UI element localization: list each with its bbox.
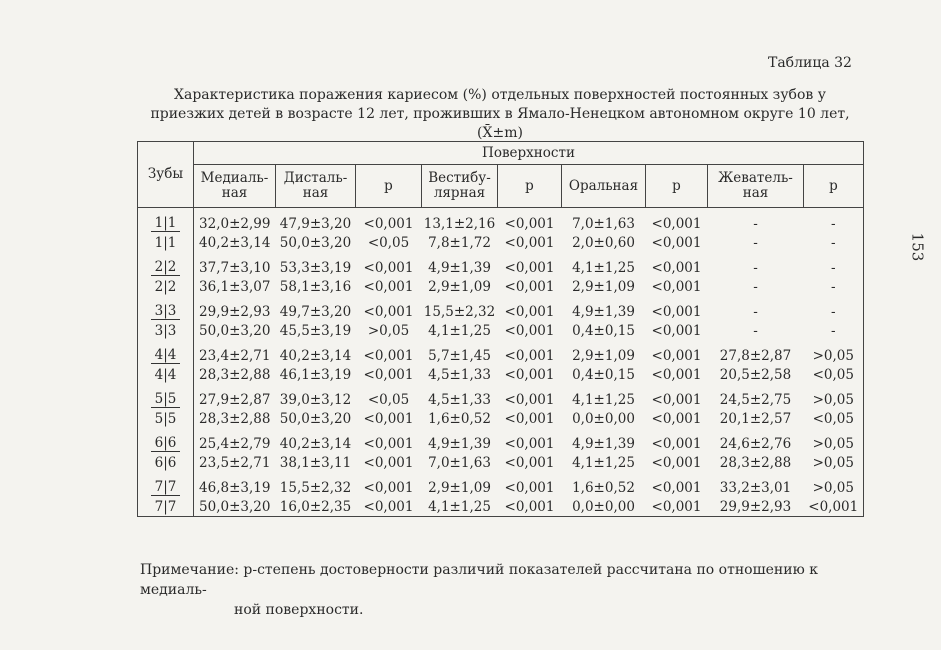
table-cell: <0,001 [504, 435, 555, 452]
table-cell: <0,001 [504, 234, 555, 251]
tooth-label [138, 365, 194, 384]
table-cell: 4,9±1,39 [428, 435, 491, 452]
table-row [138, 252, 864, 277]
table-cell: 4,1±1,25 [572, 391, 635, 408]
table-cell: 58,1±3,16 [279, 278, 352, 295]
tooth-label [138, 296, 194, 321]
table-cell: <0,05 [804, 409, 864, 428]
table-cell: 4,5±1,33 [428, 366, 491, 383]
table-cell: 28,3±2,88 [199, 410, 271, 427]
tooth-label [138, 321, 194, 340]
table-cell: <0,001 [363, 303, 414, 320]
table-row [138, 277, 864, 296]
upper-tooth: 6|6 [151, 436, 181, 452]
table-cell: 38,1±3,11 [279, 454, 352, 471]
table-cell: <0,001 [498, 497, 562, 517]
table-cell: 50,0±3,20 [279, 234, 352, 251]
table-cell: <0,001 [651, 435, 702, 452]
table-row [138, 453, 864, 472]
table-cell: 4,9±1,39 [572, 303, 635, 320]
table-note [140, 560, 880, 620]
table-cell: 2,9±1,09 [428, 278, 491, 295]
tooth-label [138, 428, 194, 453]
page-number: 153 [908, 232, 927, 262]
table-cell: 20,1±2,57 [719, 410, 792, 427]
table-cell: <0,001 [504, 410, 555, 427]
table-cell: 27,9±2,87 [199, 391, 271, 408]
table-cell: 23,5±2,71 [199, 454, 271, 471]
table-cell: <0,001 [651, 303, 702, 320]
table-cell: <0,001 [504, 454, 555, 471]
table-cell: <0,001 [504, 259, 555, 276]
table-cell: <0,001 [504, 347, 555, 364]
table-cell: 4,1±1,25 [428, 322, 491, 339]
table-cell: <0,05 [367, 234, 410, 251]
table-cell: 47,9±3,20 [279, 215, 352, 232]
table-cell: <0,001 [504, 278, 555, 295]
table-row [138, 233, 864, 252]
table-cell: - [753, 278, 758, 295]
note-line-2: ной поверхности. [234, 602, 364, 618]
table-cell: <0,001 [646, 497, 708, 517]
header-col-6: p [646, 165, 708, 208]
table-cell: 0,0±0,00 [562, 497, 646, 517]
lower-tooth: 5|5 [154, 410, 177, 427]
table-cell: - [804, 208, 864, 234]
table-cell: <0,05 [367, 391, 410, 408]
table-cell: 32,0±2,99 [199, 215, 271, 232]
upper-tooth: 7|7 [151, 480, 181, 496]
table-cell: >0,05 [367, 322, 410, 339]
table-row [138, 472, 864, 497]
table-cell: <0,001 [504, 322, 555, 339]
table-cell: 33,2±3,01 [719, 479, 792, 496]
table-cell: 24,5±2,75 [719, 391, 792, 408]
table-cell: - [804, 277, 864, 296]
table-cell: <0,001 [504, 215, 555, 232]
note-line-1: Примечание: р-степень достоверности различий показателей рассчитана по отношению к медиаль- [140, 562, 818, 598]
table-cell: 20,5±2,58 [719, 366, 792, 383]
table-cell: - [753, 303, 758, 320]
table-cell: - [804, 321, 864, 340]
table-cell: >0,05 [804, 472, 864, 497]
table-cell: >0,05 [804, 384, 864, 409]
lower-tooth: 2|2 [154, 278, 177, 295]
table-cell: 1,6±0,52 [428, 410, 491, 427]
tooth-label [138, 277, 194, 296]
table-cell: >0,05 [804, 428, 864, 453]
table-cell: 49,7±3,20 [279, 303, 352, 320]
table-cell: - [753, 234, 758, 251]
table-cell: <0,001 [363, 366, 414, 383]
table-cell: - [804, 233, 864, 252]
table-cell: 4,9±1,39 [572, 435, 635, 452]
table-cell: <0,001 [363, 259, 414, 276]
table-cell: 7,0±1,63 [428, 454, 491, 471]
table-row [138, 428, 864, 453]
table-cell: 2,0±0,60 [572, 234, 635, 251]
caries-table [137, 141, 864, 517]
table-cell: <0,001 [651, 215, 702, 232]
table-cell: 4,5±1,33 [428, 391, 491, 408]
table-cell: <0,001 [651, 278, 702, 295]
table-cell: 15,5±2,32 [279, 479, 352, 496]
table-cell: 0,0±0,00 [572, 410, 635, 427]
header-teeth: Зубы [138, 142, 194, 208]
table-cell: <0,001 [363, 347, 414, 364]
table-cell: <0,001 [363, 278, 414, 295]
table-cell: 46,1±3,19 [279, 366, 352, 383]
table-cell: - [753, 322, 758, 339]
table-cell: <0,001 [651, 410, 702, 427]
table-cell: 16,0±2,35 [276, 497, 356, 517]
table-cell: 39,0±3,12 [279, 391, 352, 408]
table-cell: 7,0±1,63 [572, 215, 635, 232]
table-cell: - [804, 252, 864, 277]
table-cell: 29,9±2,93 [708, 497, 804, 517]
table-cell: >0,05 [804, 453, 864, 472]
upper-tooth: 2|2 [151, 260, 181, 276]
table-cell: <0,001 [651, 259, 702, 276]
table-row [138, 340, 864, 365]
table-cell: 27,8±2,87 [719, 347, 792, 364]
tooth-label [138, 472, 194, 497]
table-cell: <0,001 [356, 497, 422, 517]
header-col-5: Оральная [562, 165, 646, 208]
table-cell: 4,1±1,25 [422, 497, 498, 517]
header-col-7: Жеватель-ная [708, 165, 804, 208]
table-cell: 4,9±1,39 [428, 259, 491, 276]
table-cell: <0,001 [651, 366, 702, 383]
table-cell: 2,9±1,09 [572, 347, 635, 364]
table-cell: 23,4±2,71 [199, 347, 271, 364]
tooth-label [138, 384, 194, 409]
table-cell: - [753, 259, 758, 276]
table-cell: <0,001 [363, 479, 414, 496]
table-cell: <0,001 [651, 322, 702, 339]
table-cell: <0,001 [363, 215, 414, 232]
upper-tooth: 1|1 [151, 216, 181, 232]
table-cell: 29,9±2,93 [199, 303, 271, 320]
lower-tooth: 6|6 [154, 454, 177, 471]
table-cell: <0,001 [363, 435, 414, 452]
table-cell: 2,9±1,09 [572, 278, 635, 295]
tooth-label [138, 233, 194, 252]
table-cell: <0,001 [651, 234, 702, 251]
table-cell: 2,9±1,09 [428, 479, 491, 496]
lower-tooth: 4|4 [154, 366, 177, 383]
header-col-0: Медиаль-ная [194, 165, 276, 208]
table-cell: 45,5±3,19 [279, 322, 352, 339]
tooth-label [138, 409, 194, 428]
table-cell: 15,5±2,32 [423, 303, 496, 320]
table-row [138, 409, 864, 428]
tooth-label [138, 340, 194, 365]
lower-tooth: 3|3 [154, 322, 177, 339]
table-cell: 40,2±3,14 [279, 347, 352, 364]
upper-tooth: 4|4 [151, 348, 181, 364]
table-cell: <0,05 [804, 365, 864, 384]
table-row [138, 296, 864, 321]
upper-tooth: 5|5 [151, 392, 181, 408]
table-cell: 40,2±3,14 [199, 234, 271, 251]
table-cell: 50,0±3,20 [199, 322, 271, 339]
table-cell: - [804, 296, 864, 321]
table-cell: 4,1±1,25 [572, 259, 635, 276]
lower-tooth: 1|1 [154, 234, 177, 251]
table-cell: 50,0±3,20 [279, 410, 352, 427]
table-cell: 53,3±3,19 [279, 259, 352, 276]
header-col-1: Дисталь-ная [276, 165, 356, 208]
table-cell: 4,1±1,25 [572, 454, 635, 471]
table-cell: 24,6±2,76 [719, 435, 792, 452]
table-row [138, 365, 864, 384]
table-cell: <0,001 [504, 479, 555, 496]
table-cell: <0,001 [651, 391, 702, 408]
table-cell: <0,001 [804, 497, 864, 517]
table-cell: 0,4±0,15 [572, 322, 635, 339]
table-cell: <0,001 [651, 454, 702, 471]
table-cell: 40,2±3,14 [279, 435, 352, 452]
tooth-label [138, 453, 194, 472]
header-surfaces: Поверхности [194, 142, 864, 165]
header-col-2: p [356, 165, 422, 208]
table-cell: <0,001 [504, 366, 555, 383]
table-cell: <0,001 [363, 410, 414, 427]
table-label: Таблица 32 [768, 55, 852, 71]
table-cell: 37,7±3,10 [199, 259, 271, 276]
table-cell: <0,001 [504, 303, 555, 320]
table-cell: <0,001 [504, 391, 555, 408]
table-cell: 5,7±1,45 [428, 347, 491, 364]
tooth-label [138, 497, 194, 517]
table-row [138, 497, 864, 517]
table-cell: - [753, 215, 758, 232]
upper-tooth: 3|3 [151, 304, 181, 320]
table-cell: 50,0±3,20 [194, 497, 276, 517]
table-cell: 13,1±2,16 [423, 215, 496, 232]
table-row [138, 321, 864, 340]
table-cell: 1,6±0,52 [572, 479, 635, 496]
table-cell: 28,3±2,88 [199, 366, 271, 383]
table-row [138, 208, 864, 234]
table-cell: 28,3±2,88 [719, 454, 792, 471]
tooth-label [138, 252, 194, 277]
header-col-4: p [498, 165, 562, 208]
table-caption: Характеристика поражения кариесом (%) отдельных поверхностей постоянных зубов у приезжих детей в возрасте 12 лет, проживших в Ямало-Ненецком автономном округе 10 лет, (X̄±m) [150, 87, 850, 141]
table-cell: 46,8±3,19 [199, 479, 271, 496]
table-body [138, 208, 864, 517]
lower-tooth: 7|7 [154, 498, 177, 515]
table-cell: <0,001 [363, 454, 414, 471]
table-cell: >0,05 [804, 340, 864, 365]
table-cell: <0,001 [651, 347, 702, 364]
table-cell: <0,001 [651, 479, 702, 496]
header-col-3: Вестибу-лярная [422, 165, 498, 208]
table-cell: 36,1±3,07 [199, 278, 271, 295]
header-col-8: p [804, 165, 864, 208]
table-row [138, 384, 864, 409]
table-cell: 0,4±0,15 [572, 366, 635, 383]
tooth-label [138, 208, 194, 234]
table-cell: 25,4±2,79 [199, 435, 271, 452]
table-cell: 7,8±1,72 [428, 234, 491, 251]
